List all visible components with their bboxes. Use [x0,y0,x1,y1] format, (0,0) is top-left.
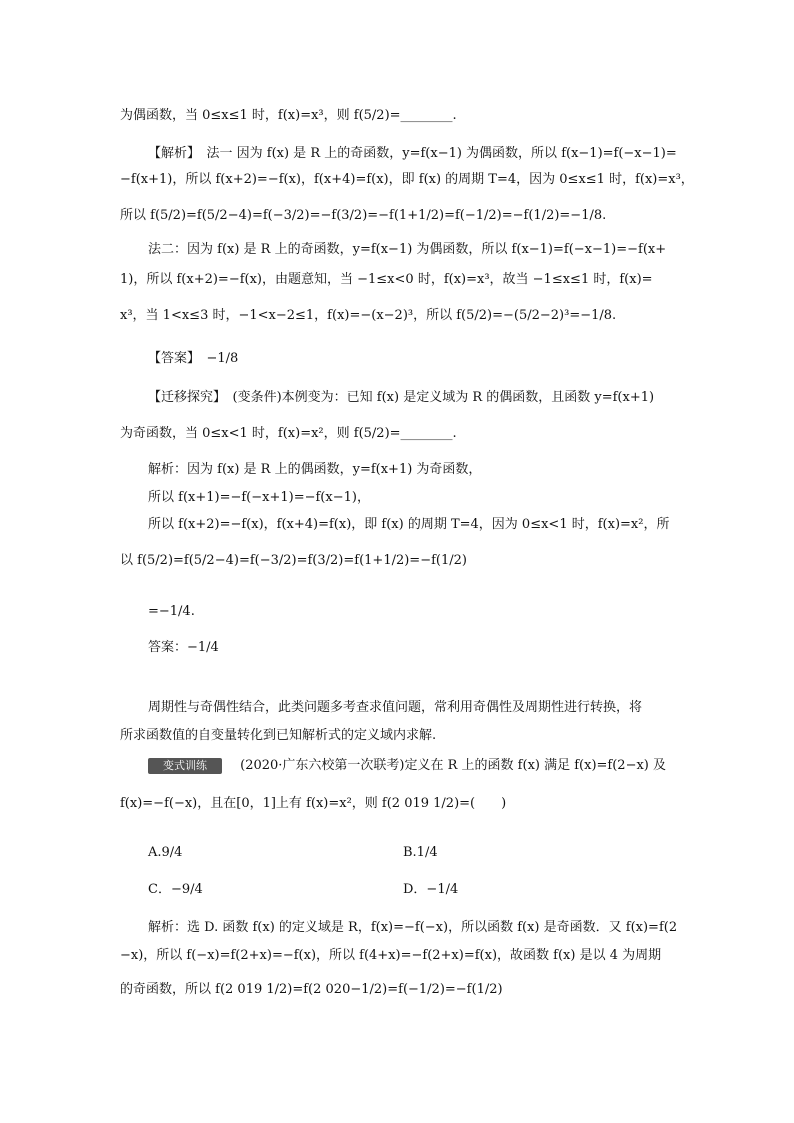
solution-calculation-line: x³，当 1<x≤3 时，−1<x−2≤1，f(x)=−(x−2)³，所以 f(5/2)=−(5/2−2)³=−1/8. [120,308,617,323]
answer-line: 答案：−1/4 [148,640,219,655]
option-d[interactable]: D．−1/4 [403,882,459,897]
option-a[interactable]: A.9/4 [148,845,183,860]
variant-solution-line: 解析：选 D. 函数 f(x) 的定义域是 R，f(x)=−f(−x)，所以函数 f(x) 是奇函数．又 f(x)=f(2 [148,920,678,935]
problem-text-line: 为奇函数，当 0≤x<1 时，f(x)=x²，则 f(5/2)=________. [120,426,457,441]
solution-calculation-line: 所以 f(5/2)=f(5/2−4)=f(−3/2)=−f(3/2)=−f(1+1/2)=f(−1/2)=−f(1/2)=−1/8. [120,208,607,223]
summary-text-line: 周期性与奇偶性结合，此类问题多考查求值问题，常利用奇偶性及周期性进行转换，将 [148,700,643,715]
summary-text-line: 所求函数值的自变量转化到已知解析式的定义域内求解. [120,728,437,743]
variant-training-badge: 变式训练 [148,758,222,774]
solution-text-line: 解析：因为 f(x) 是 R 上的偶函数，y=f(x+1) 为奇函数， [148,462,482,477]
variant-solution-line: −x)，所以 f(−x)=f(2+x)=−f(x)，所以 f(4+x)=−f(2+x)=f(x)，故函数 f(x) 是以 4 为周期 [120,948,662,963]
option-c[interactable]: C．−9/4 [148,882,203,897]
problem-text-line: 为偶函数，当 0≤x≤1 时，f(x)=x³，则 f(5/2)=________. [120,108,457,123]
solution-calculation-line: 以 f(5/2)=f(5/2−4)=f(−3/2)=f(3/2)=f(1+1/2)=−f(1/2) [120,553,467,568]
variant-solution-line: 的奇函数，所以 f(2 019 1/2)=f(2 020−1/2)=f(−1/2)=−f(1/2) [120,982,503,997]
answer-line: 【答案】 −1/8 [148,351,239,366]
solution-result-line: =−1/4. [148,604,195,619]
solution-method-one-line: 【解析】 法一 因为 f(x) 是 R 上的奇函数，y=f(x−1) 为偶函数，所以 f(x−1)=f(−x−1)= [148,146,677,161]
option-b[interactable]: B.1/4 [403,845,438,860]
transfer-exploration-line: 【迁移探究】 (变条件)本例变为：已知 f(x) 是定义域为 R 的偶函数，且函数 y=f(x+1) [148,390,655,405]
variant-problem-text: (2020·广东六校第一次联考)定义在 R 上的函数 f(x) 满足 f(x)=f(2−x) 及 [240,758,666,773]
variant-problem-line: f(x)=−f(−x)，且在[0，1]上有 f(x)=x²，则 f(2 019 1/2)=( ) [120,796,507,811]
solution-text-line: 1)，所以 f(x+2)=−f(x)，由题意知，当 −1≤x<0 时，f(x)=x³，故当 −1≤x≤1 时，f(x)= [120,272,653,287]
solution-method-two-line: 法二：因为 f(x) 是 R 上的奇函数，y=f(x−1) 为偶函数，所以 f(x−1)=f(−x−1)=−f(x+ [148,242,667,257]
solution-text-line: 所以 f(x+2)=−f(x)，f(x+4)=f(x)，即 f(x) 的周期 T=4，因为 0≤x<1 时，f(x)=x²，所 [148,517,670,532]
variant-problem-line [148,756,708,776]
solution-text-line: 所以 f(x+1)=−f(−x+1)=−f(x−1)， [148,490,370,505]
solution-text-line: −f(x+1)，所以 f(x+2)=−f(x)，f(x+4)=f(x)，即 f(x) 的周期 T=4，因为 0≤x≤1 时，f(x)=x³， [120,172,694,187]
